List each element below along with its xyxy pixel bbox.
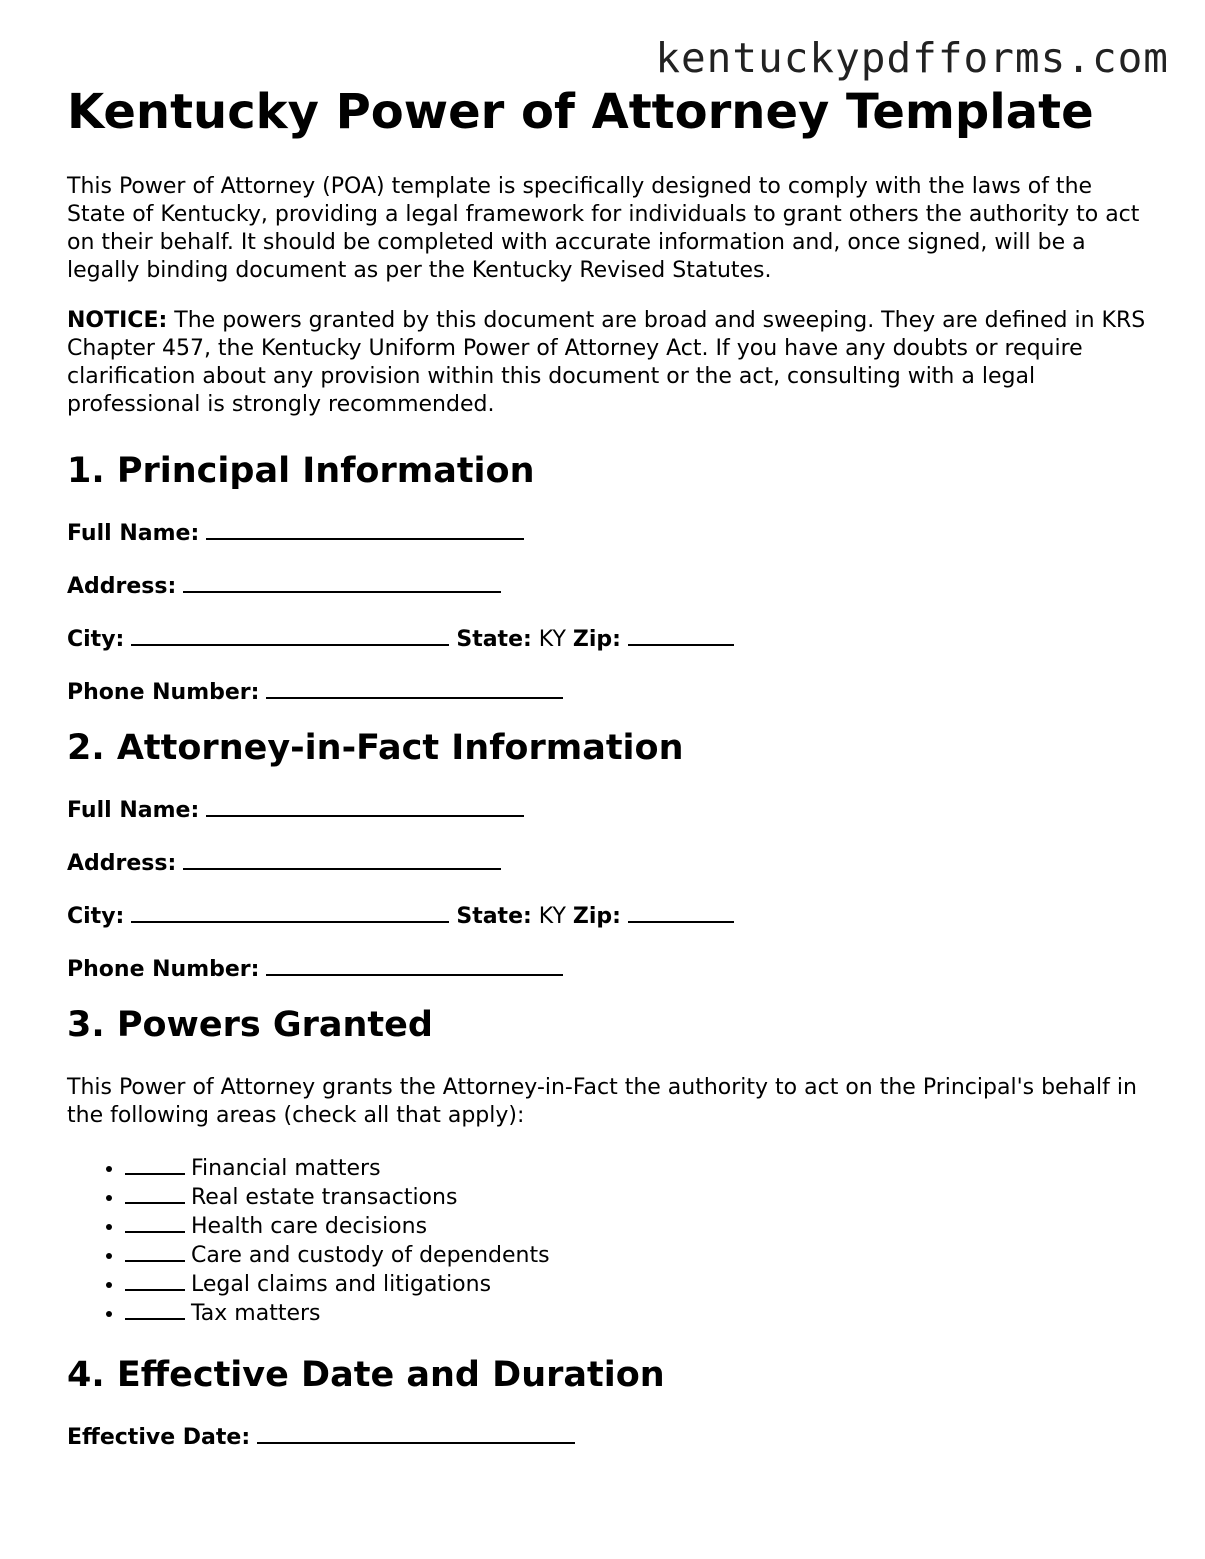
principal-city-state-zip-field — [67, 625, 1147, 654]
power-checkbox-blank[interactable] — [125, 1270, 185, 1291]
notice-paragraph — [67, 307, 1147, 419]
powers-intro: This Power of Attorney grants the Attorney-in-Fact the authority to act on the Principal's behalf in the following areas (check all that apply): — [67, 1074, 1137, 1128]
principal-full-name-field — [67, 519, 1147, 548]
attorney-phone-blank[interactable] — [266, 955, 563, 976]
powers-list — [67, 1154, 1147, 1328]
attorney-zip-blank[interactable] — [628, 902, 734, 923]
field-label: Address: — [67, 573, 177, 599]
effective-fields — [67, 1423, 1147, 1452]
section-heading-principal: 1. Principal Information — [67, 450, 535, 491]
principal-address-blank[interactable] — [183, 572, 501, 593]
field-label: State: — [456, 626, 532, 652]
power-item-label: Care and custody of dependents — [191, 1242, 550, 1268]
attorney-city-state-zip-field — [67, 902, 1147, 931]
field-label: Phone Number: — [67, 679, 260, 705]
principal-phone-field — [67, 678, 1147, 707]
site-watermark: kentuckypdfforms.com — [655, 34, 1169, 82]
list-item — [125, 1154, 1147, 1183]
principal-full-name-blank[interactable] — [206, 519, 524, 540]
power-checkbox-blank[interactable] — [125, 1212, 185, 1233]
list-item — [125, 1212, 1147, 1241]
field-label: Phone Number: — [67, 956, 260, 982]
attorney-phone-field — [67, 955, 1147, 984]
document-title: Kentucky Power of Attorney Template — [67, 84, 1094, 140]
notice-label: NOTICE: — [67, 307, 168, 333]
power-item-label: Real estate transactions — [191, 1184, 458, 1210]
attorney-fields — [67, 796, 1147, 984]
power-checkbox-blank[interactable] — [125, 1299, 185, 1320]
intro-paragraph: This Power of Attorney (POA) template is specifically designed to comply with the laws of the State of Kentucky, providing a legal framework for individuals to grant others the authority to act on their behalf. It should be completed with accurate information and, once signed, will be a legally binding document as per the Kentucky Revised Statutes. — [67, 173, 1140, 283]
field-label: State: — [456, 903, 532, 929]
power-checkbox-blank[interactable] — [125, 1241, 185, 1262]
field-label: Effective Date: — [67, 1424, 251, 1450]
attorney-city-blank[interactable] — [131, 902, 449, 923]
principal-zip-blank[interactable] — [628, 625, 734, 646]
power-item-label: Health care decisions — [191, 1213, 428, 1239]
principal-state-value: KY — [538, 626, 566, 652]
effective-date-field — [67, 1423, 1147, 1452]
attorney-state-value: KY — [538, 903, 566, 929]
principal-city-blank[interactable] — [131, 625, 449, 646]
list-item — [125, 1183, 1147, 1212]
attorney-address-blank[interactable] — [183, 849, 501, 870]
field-label: City: — [67, 903, 125, 929]
section-heading-attorney: 2. Attorney-in-Fact Information — [67, 727, 684, 768]
principal-address-field — [67, 572, 1147, 601]
list-item — [125, 1299, 1147, 1328]
list-item — [125, 1270, 1147, 1299]
field-label: City: — [67, 626, 125, 652]
attorney-address-field — [67, 849, 1147, 878]
document-page — [67, 84, 1147, 1452]
field-label: Full Name: — [67, 797, 200, 823]
power-item-label: Financial matters — [191, 1155, 381, 1181]
list-item — [125, 1241, 1147, 1270]
power-item-label: Tax matters — [191, 1300, 321, 1326]
field-label: Full Name: — [67, 520, 200, 546]
field-label: Zip: — [572, 903, 621, 929]
attorney-full-name-blank[interactable] — [206, 796, 524, 817]
power-item-label: Legal claims and litigations — [191, 1271, 492, 1297]
field-label: Address: — [67, 850, 177, 876]
power-checkbox-blank[interactable] — [125, 1154, 185, 1175]
principal-fields — [67, 519, 1147, 707]
notice-text: The powers granted by this document are broad and sweeping. They are defined in KRS Chapter 457, the Kentucky Uniform Power of Attorney Act. If you have any doubts or require clarification about any provision within this document or the act, consulting with a legal professional is strongly recommended. — [67, 307, 1146, 417]
power-checkbox-blank[interactable] — [125, 1183, 185, 1204]
field-label: Zip: — [572, 626, 621, 652]
effective-date-blank[interactable] — [257, 1423, 575, 1444]
section-heading-powers: 3. Powers Granted — [67, 1004, 433, 1045]
principal-phone-blank[interactable] — [266, 678, 563, 699]
attorney-full-name-field — [67, 796, 1147, 825]
section-heading-effective: 4. Effective Date and Duration — [67, 1354, 665, 1395]
